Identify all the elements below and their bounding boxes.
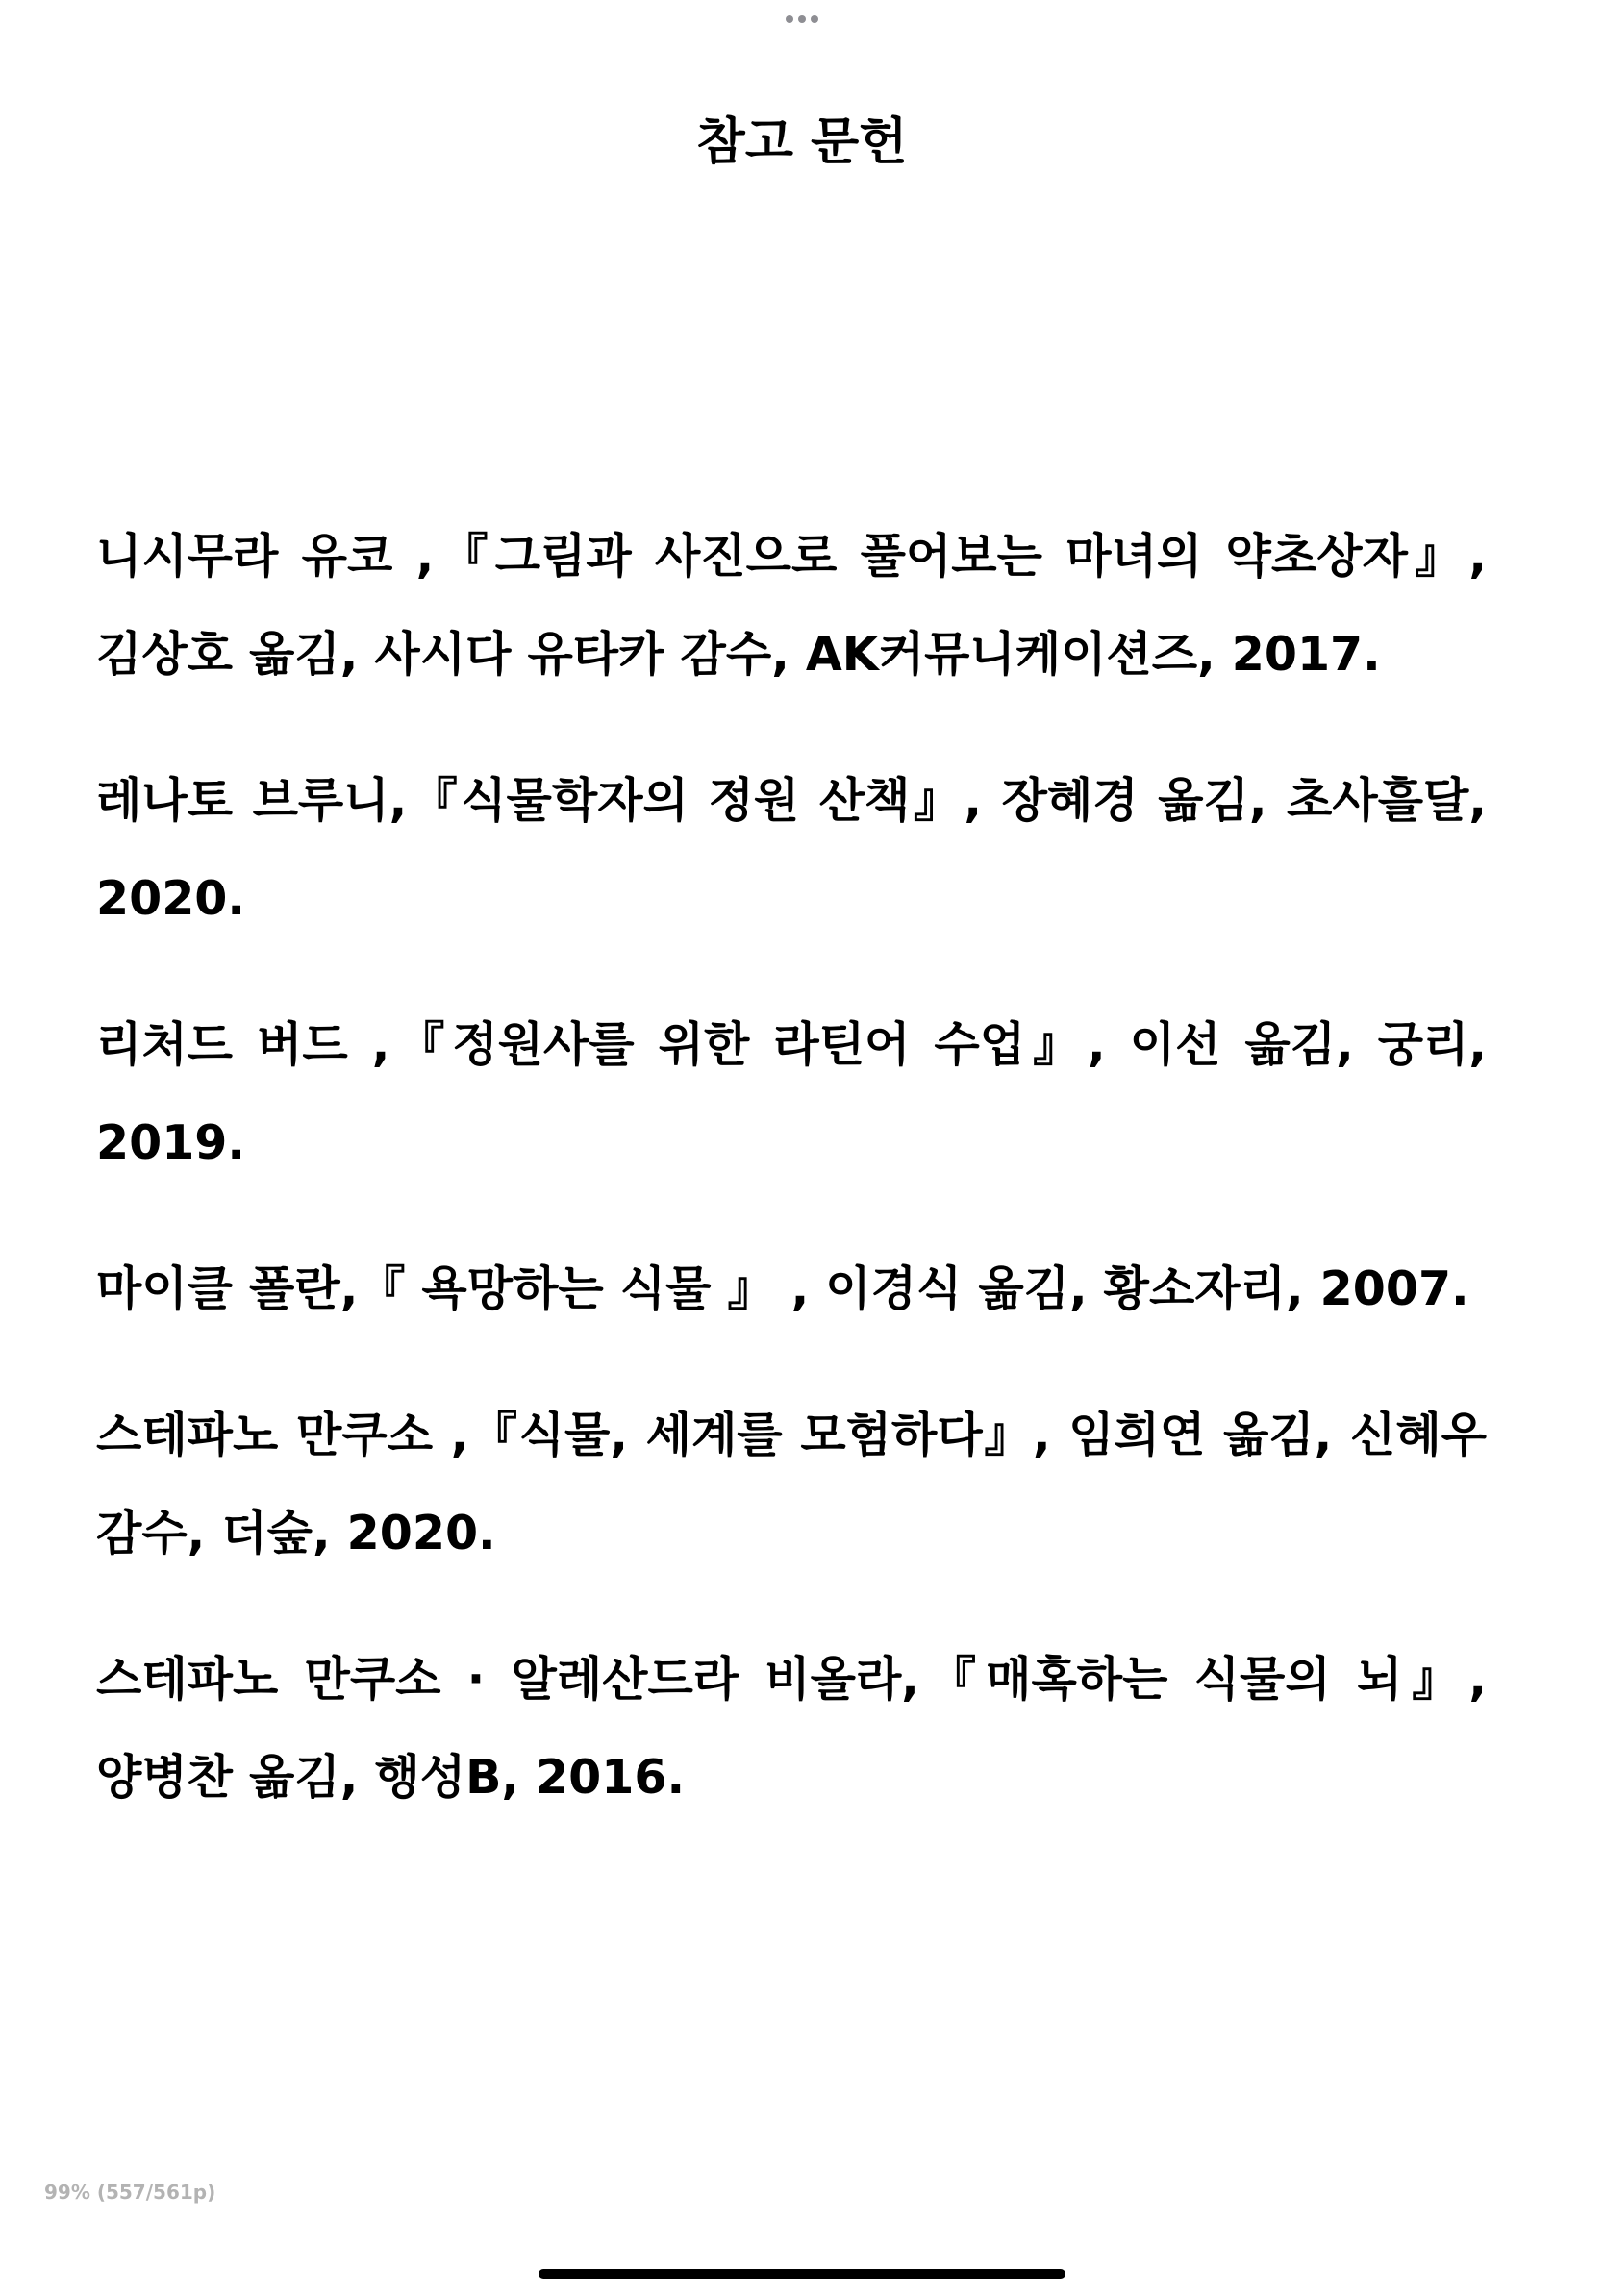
- home-indicator[interactable]: [539, 2269, 1065, 2279]
- reference-list: [96, 508, 1487, 1875]
- reference-item: 레나토 브루니,『식물학자의 정원 산책』, 장혜경 옮김, 초사흘달, 2020.: [96, 773, 1487, 926]
- page-title: 참고 문헌: [696, 113, 908, 171]
- reference-item: 리처드 버드 ,『정원사를 위한 라틴어 수업』, 이선 옮김, 궁리, 2019.: [96, 1017, 1487, 1170]
- reference-item: 니시무라 유코 ,『그림과 사진으로 풀어보는 마녀의 약초상자』, 김상호 옮김, 사시다 유타카 감수, AK커뮤니케이션즈, 2017.: [96, 529, 1487, 682]
- reference-item: 스테파노 만쿠소 ,『식물, 세계를 모험하다』, 임희연 옮김, 신혜우 감수, 더숲, 2020.: [96, 1408, 1487, 1560]
- dot: [798, 15, 806, 23]
- dot: [786, 15, 793, 23]
- reading-progress: 99% (557/561p): [44, 2181, 216, 2204]
- dot: [811, 15, 818, 23]
- reference-item: 마이클 폴란,『 욕망하는 식물 』 , 이경식 옮김, 황소자리, 2007.: [96, 1261, 1469, 1316]
- reference-item: 스테파노 만쿠소 · 알레산드라 비올라,『매혹하는 식물의 뇌』, 양병찬 옮김, 행성B, 2016.: [96, 1652, 1487, 1805]
- more-options-icon[interactable]: [786, 15, 818, 23]
